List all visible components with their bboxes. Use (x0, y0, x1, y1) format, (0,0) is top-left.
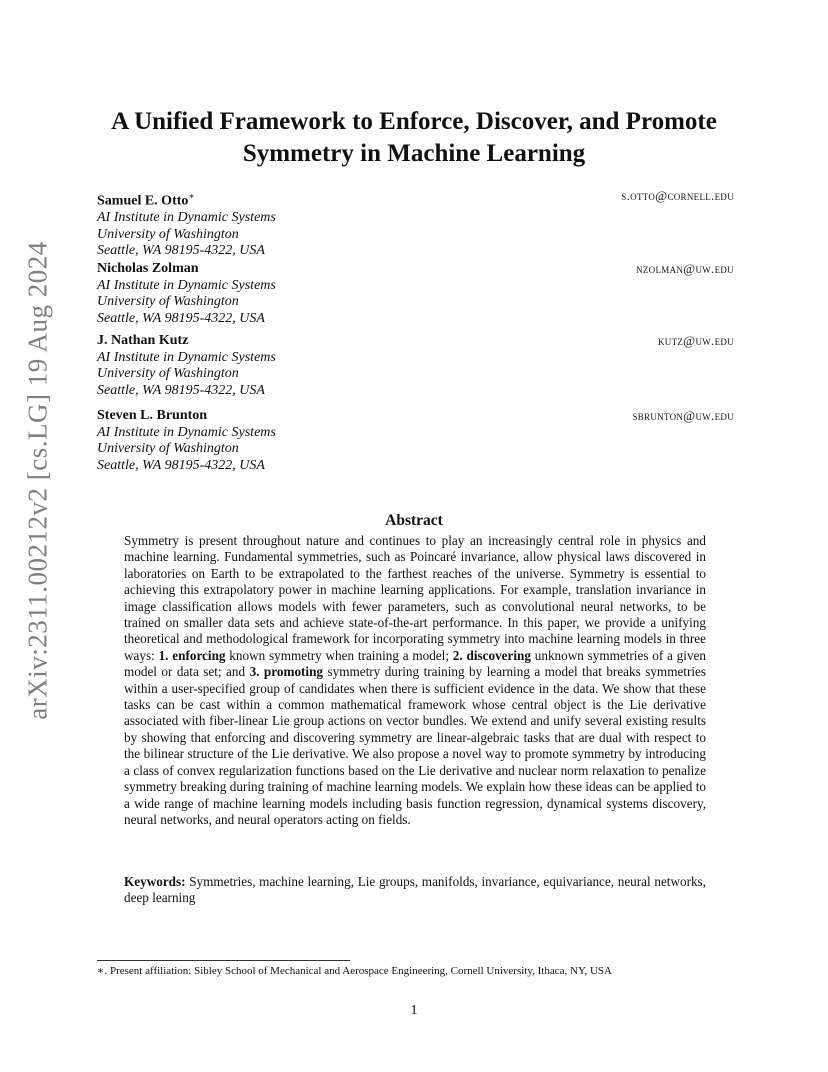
author-footnote-mark: ∗ (188, 191, 195, 201)
author-block-brunton (97, 408, 734, 474)
author-affiliation-address: Seattle, WA 98195-4322, USA (97, 382, 265, 398)
abstract-text-1: Symmetry is present throughout nature and continues to play an increasingly central role in physics and machine learning. Fundamental symmetries, such as Poincaré invariance, allow physical laws discovered in laboratories on Earth to be extrapolated to the farthest reaches of the universe. Symmetry is essential to achieving this extrapolatory power in machine learning applications. For example, translation invariance in image classification allows models with fewer parameters, such as convolutional neural networks, to be trained on smaller data sets and achieve state-of-the-art performance. In this paper, we provide a unifying theoretical and methodological framework for incorporating symmetry into machine learning models in three ways: (124, 533, 706, 663)
author-name: Steven L. Brunton (97, 408, 208, 423)
author-affiliation-institute: AI Institute in Dynamic Systems (97, 277, 276, 293)
author-affiliation-university: University of Washington (97, 366, 239, 381)
author-affiliation-institute: AI Institute in Dynamic Systems (97, 210, 276, 226)
author-name: J. Nathan Kutz (97, 333, 189, 348)
keywords-list: Symmetries, machine learning, Lie groups, manifolds, invariance, equivariance, neural networks, deep learning (124, 874, 706, 906)
abstract-text-3: unknown symmetries of a given model or data set; and (124, 647, 706, 680)
author-affiliation-institute: AI Institute in Dynamic Systems (97, 349, 276, 365)
abstract-heading: Abstract (385, 512, 443, 529)
author-email[interactable]: sbrunton@uw.edu (632, 408, 734, 423)
author-affiliation-university: University of Washington (97, 294, 239, 309)
paper-title (60, 106, 768, 170)
author-block-otto (97, 188, 734, 260)
author-affiliation-university: University of Washington (97, 226, 239, 242)
abstract-text-4: symmetry during training by learning a model that breaks symmetries within a user-specified group of candidates when there is sufficient evidence in the data. We show that these tasks can be cast within a common mathematical framework whose central object is the Lie derivative associated with fiber-linear Lie group actions on vector bundles. We extend and unify several existing results by showing that enforcing and discovering symmetry are linear-algebraic tasks that are dual with respect to the bilinear structure of the Lie derivative. We also propose a novel way to promote symmetry by introducing a class of convex regularization functions based on the Lie derivative and nuclear norm relaxation to penalize symmetry breaking during training of machine learning models. We explain how these ideas can be applied to a wide range of machine learning models including basis function regression, dynamical systems discovery, neural networks, and neural operators acting on fields. (124, 664, 707, 827)
author-affiliation-address: Seattle, WA 98195-4322, USA (97, 457, 265, 473)
author-affiliation-institute: AI Institute in Dynamic Systems (97, 424, 276, 440)
author-affiliation-address: Seattle, WA 98195-4322, USA (97, 243, 265, 259)
abstract-bold-discovering: 2. discovering (452, 647, 531, 663)
footnote-affiliation: ∗. Present affiliation: Sibley School of Mechanical and Aerospace Engineering, Cornell University, Ithaca, NY, USA (97, 965, 612, 977)
title-line-2: Symmetry in Machine Learning (242, 140, 586, 167)
author-affiliation-university: University of Washington (97, 441, 239, 456)
page-number: 1 (410, 1003, 418, 1018)
author-email[interactable]: kutz@uw.edu (657, 333, 734, 348)
abstract-bold-enforcing: 1. enforcing (158, 647, 226, 663)
author-block-kutz (97, 333, 734, 399)
keywords-label: Keywords: (124, 874, 186, 889)
abstract-bold-promoting: 3. promoting (249, 664, 324, 680)
author-block-zolman (97, 261, 734, 327)
footnote-rule (97, 960, 350, 961)
title-line-1: A Unified Framework to Enforce, Discover, and Promote (111, 108, 717, 135)
author-name: Nicholas Zolman (97, 261, 199, 276)
arxiv-identifier-stamp: arXiv:2311.00212v2 [cs.LG] 19 Aug 2024 (22, 240, 53, 720)
author-name: Samuel E. Otto (97, 193, 189, 209)
author-affiliation-address: Seattle, WA 98195-4322, USA (97, 310, 265, 326)
author-email[interactable]: nzolman@uw.edu (636, 261, 734, 276)
abstract-text-2: known symmetry when training a model; (225, 647, 453, 663)
author-email[interactable]: s.otto@cornell.edu (621, 188, 734, 203)
keywords-paragraph (124, 874, 706, 907)
abstract-body (124, 533, 706, 828)
